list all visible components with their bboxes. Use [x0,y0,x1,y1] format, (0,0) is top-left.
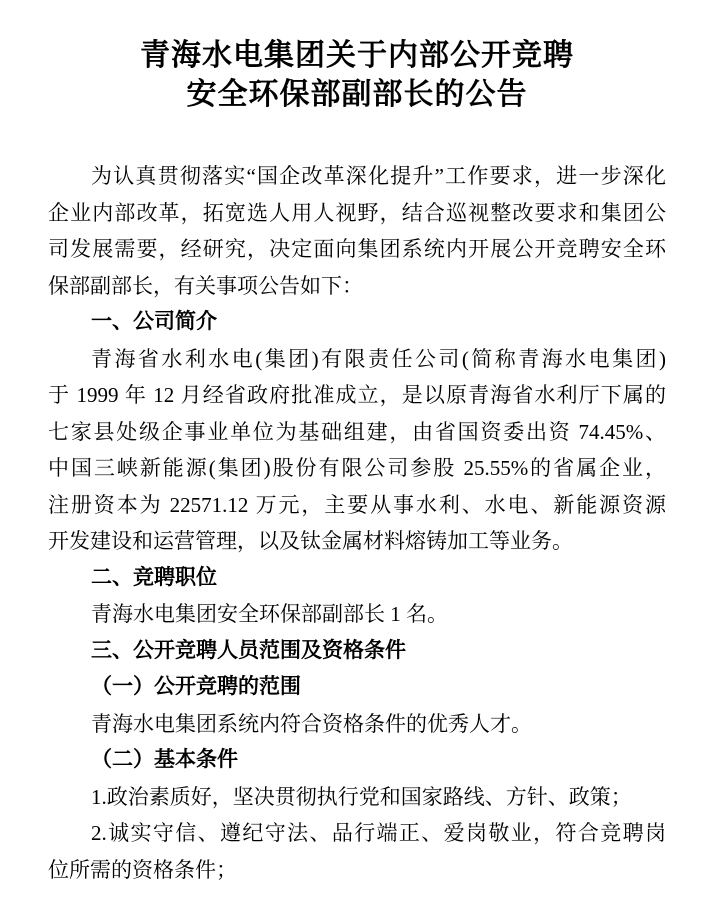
text-line: 开发建设和运营管理，以及钛金属材料熔铸加工等业务。 [48,529,573,553]
text-line: 2.诚实守信、遵纪守法、品行端正、爱岗敬业，符合竞聘岗 [91,821,666,845]
text-line: 于 1999 年 12 月经省政府批准成立，是以原青海省水利厅下属的 [48,383,666,407]
text-line: 七家县处级企事业单位为基础组建，由省国资委出资 74.45%、 [48,419,666,444]
text-line: 青海水电集团系统内符合资格条件的优秀人才。 [91,711,532,736]
text-line: 青海水电集团安全环保部副部长 1 名。 [91,602,448,626]
text-line: 保部副部长，有关事项公告如下： [48,273,363,298]
text-line: 1.政治素质好，坚决贯彻执行党和国家路线、方针、政策； [91,784,632,809]
section-heading: （一）公开竞聘的范围 [91,675,301,698]
text-line: 企业内部改革，拓宽选人用人视野，结合巡视整改要求和集团公 [48,200,666,225]
document-body [48,158,666,888]
text-line: 青海省水利水电(集团)有限责任公司(简称青海水电集团) [91,346,666,371]
document-title [48,36,666,114]
title-line-1: 青海水电集团关于内部公开竞聘 [140,39,574,72]
text-line: 注册资本为 22571.12 万元，主要从事水利、水电、新能源资源 [48,492,666,517]
text-line: 为认真贯彻落实“国企改革深化提升”工作要求，进一步深化 [91,164,666,188]
section-heading: （二）基本条件 [91,748,238,771]
text-line: 中国三峡新能源(集团)股份有限公司参股 25.55%的省属企业， [48,456,666,480]
title-line-2: 安全环保部副部长的公告 [186,78,528,111]
section-heading: 二、竞聘职位 [91,565,217,589]
section-heading: 三、公开竞聘人员范围及资格条件 [91,638,406,662]
text-line: 位所需的资格条件； [48,857,237,882]
text-line: 司发展需要，经研究，决定面向集团系统内开展公开竞聘安全环 [48,237,666,261]
section-heading: 一、公司简介 [91,310,217,333]
